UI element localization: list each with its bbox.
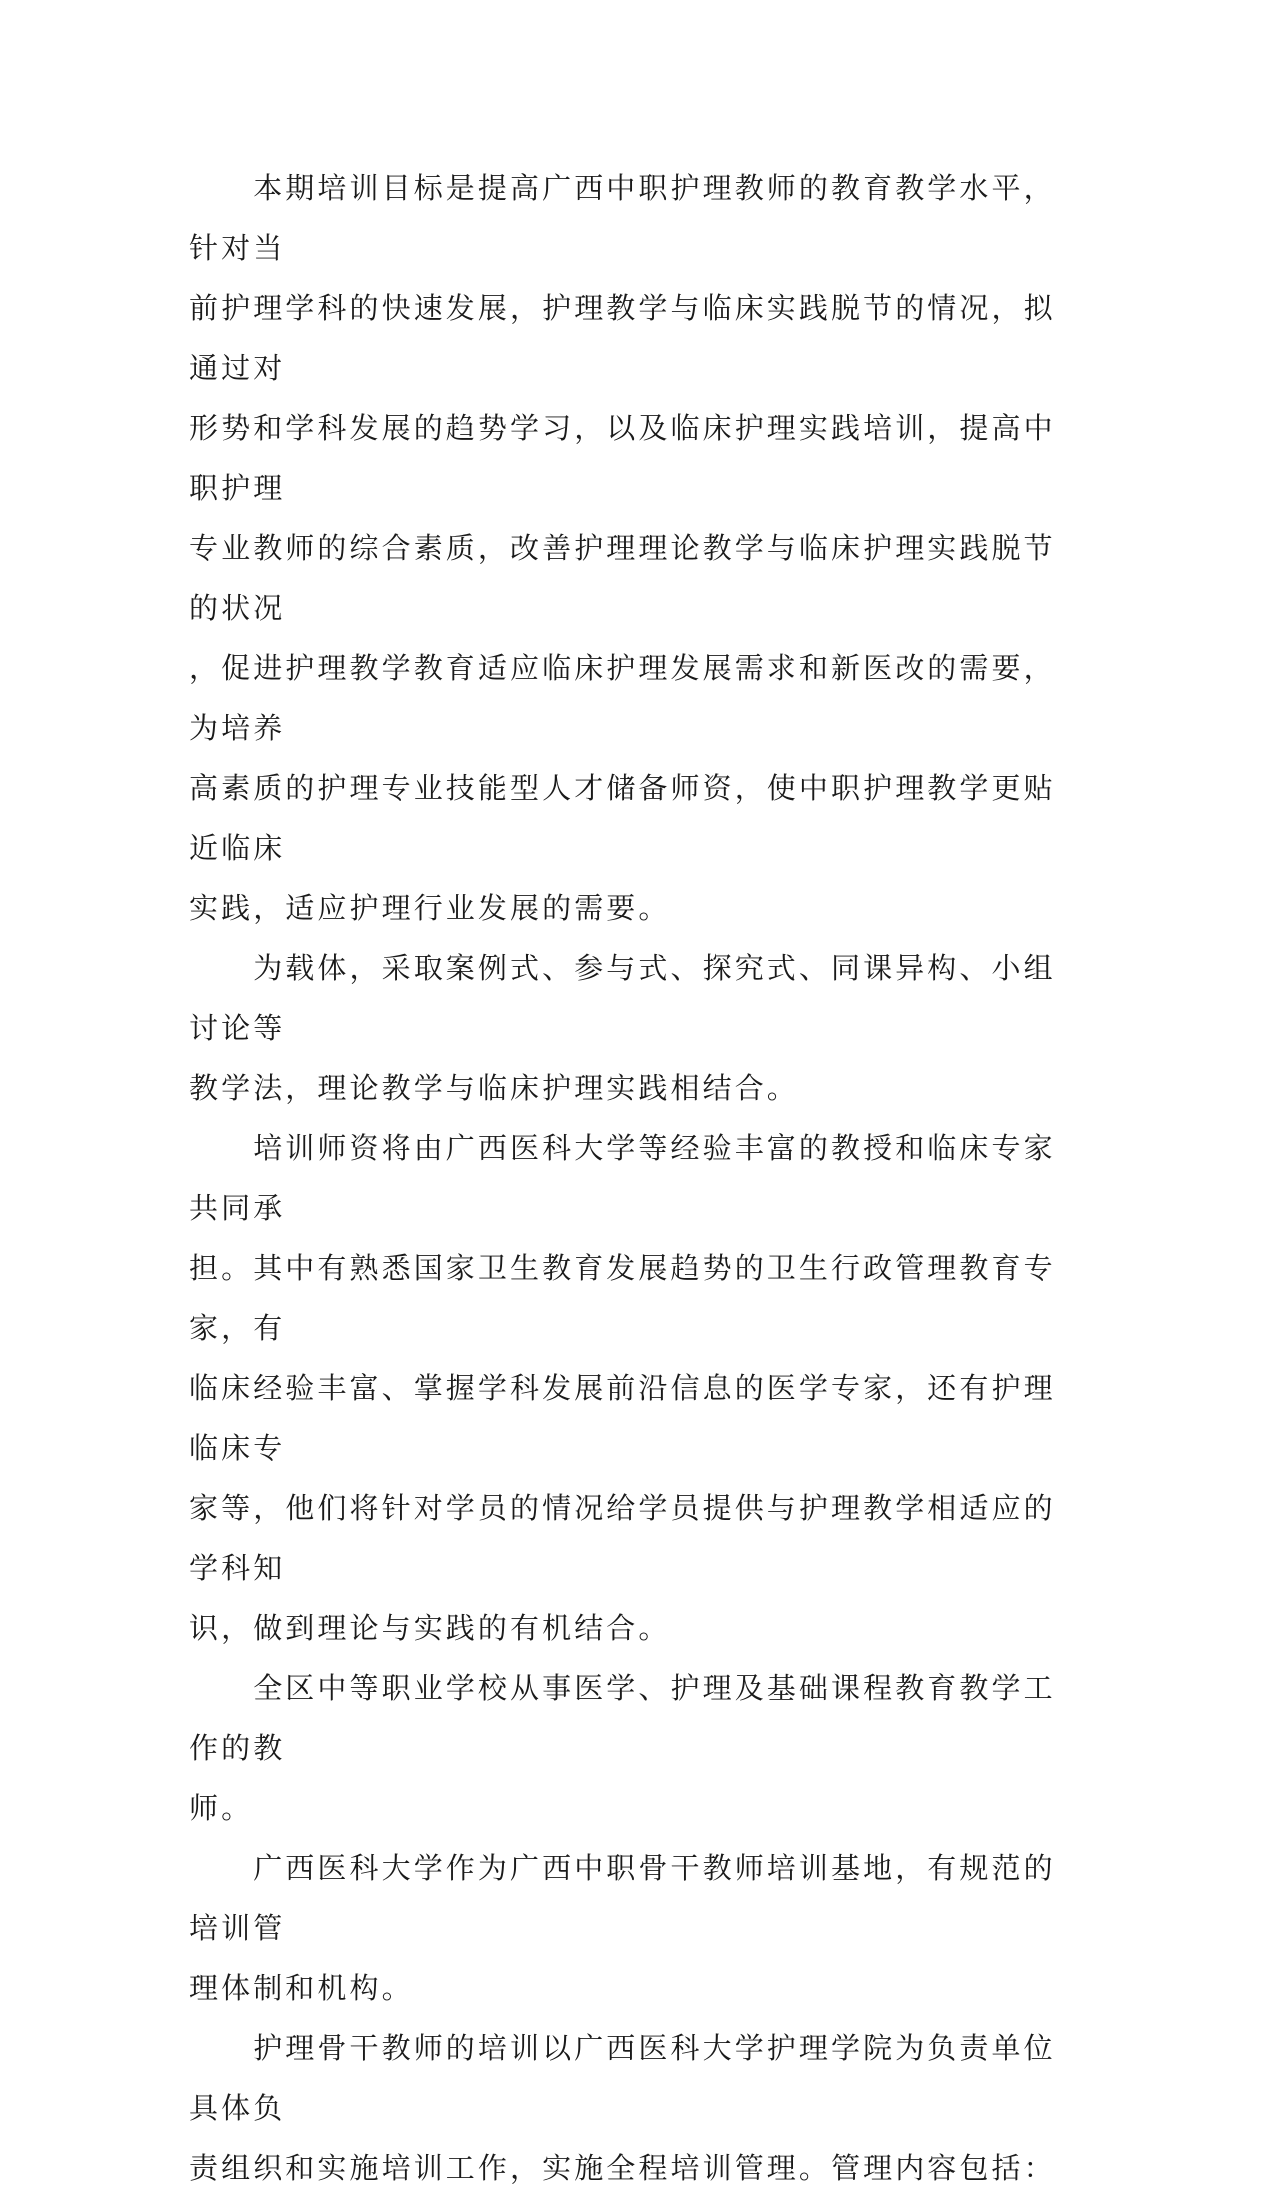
paragraph-teaching-methods: 为载体，采取案例式、参与式、探究式、同课异构、小组讨论等 教学法，理论教学与临床护理实践相结合。	[189, 951, 1056, 1105]
document-body	[189, 158, 1074, 2198]
paragraph-faculty: 培训师资将由广西医科大学等经验丰富的教授和临床专家共同承 担。其中有熟悉国家卫生教育发展趋势的卫生行政管理教育专家，有 临床经验丰富、掌握学科发展前沿信息的医学专家，还有护理临床专 家等，他们将针对学员的情况给学员提供与护理教学相适应的学科知 识，做到理论与实践的有机结合。	[189, 1131, 1056, 1645]
paragraph-training-base: 广西医科大学作为广西中职骨干教师培训基地，有规范的培训管 理体制和机构。	[189, 1851, 1056, 2005]
paragraph-trainees: 全区中等职业学校从事医学、护理及基础课程教育教学工作的教 师。	[189, 1671, 1056, 1825]
paragraph-training-goal: 本期培训目标是提高广西中职护理教师的教育教学水平，针对当 前护理学科的快速发展，护理教学与临床实践脱节的情况，拟通过对 形势和学科发展的趋势学习，以及临床护理实践培训，提高中职护理 专业教师的综合素质，改善护理理论教学与临床护理实践脱节的状况 ，促进护理教学教育适应临床护理发展需求和新医改的需要，为培养 高素质的护理专业技能型人才储备师资，使中职护理教学更贴近临床 实践，适应护理行业发展的需要。	[189, 171, 1056, 925]
paragraph-management: 护理骨干教师的培训以广西医科大学护理学院为负责单位具体负 责组织和实施培训工作，实施全程培训管理。管理内容包括：	[189, 2031, 1056, 2185]
